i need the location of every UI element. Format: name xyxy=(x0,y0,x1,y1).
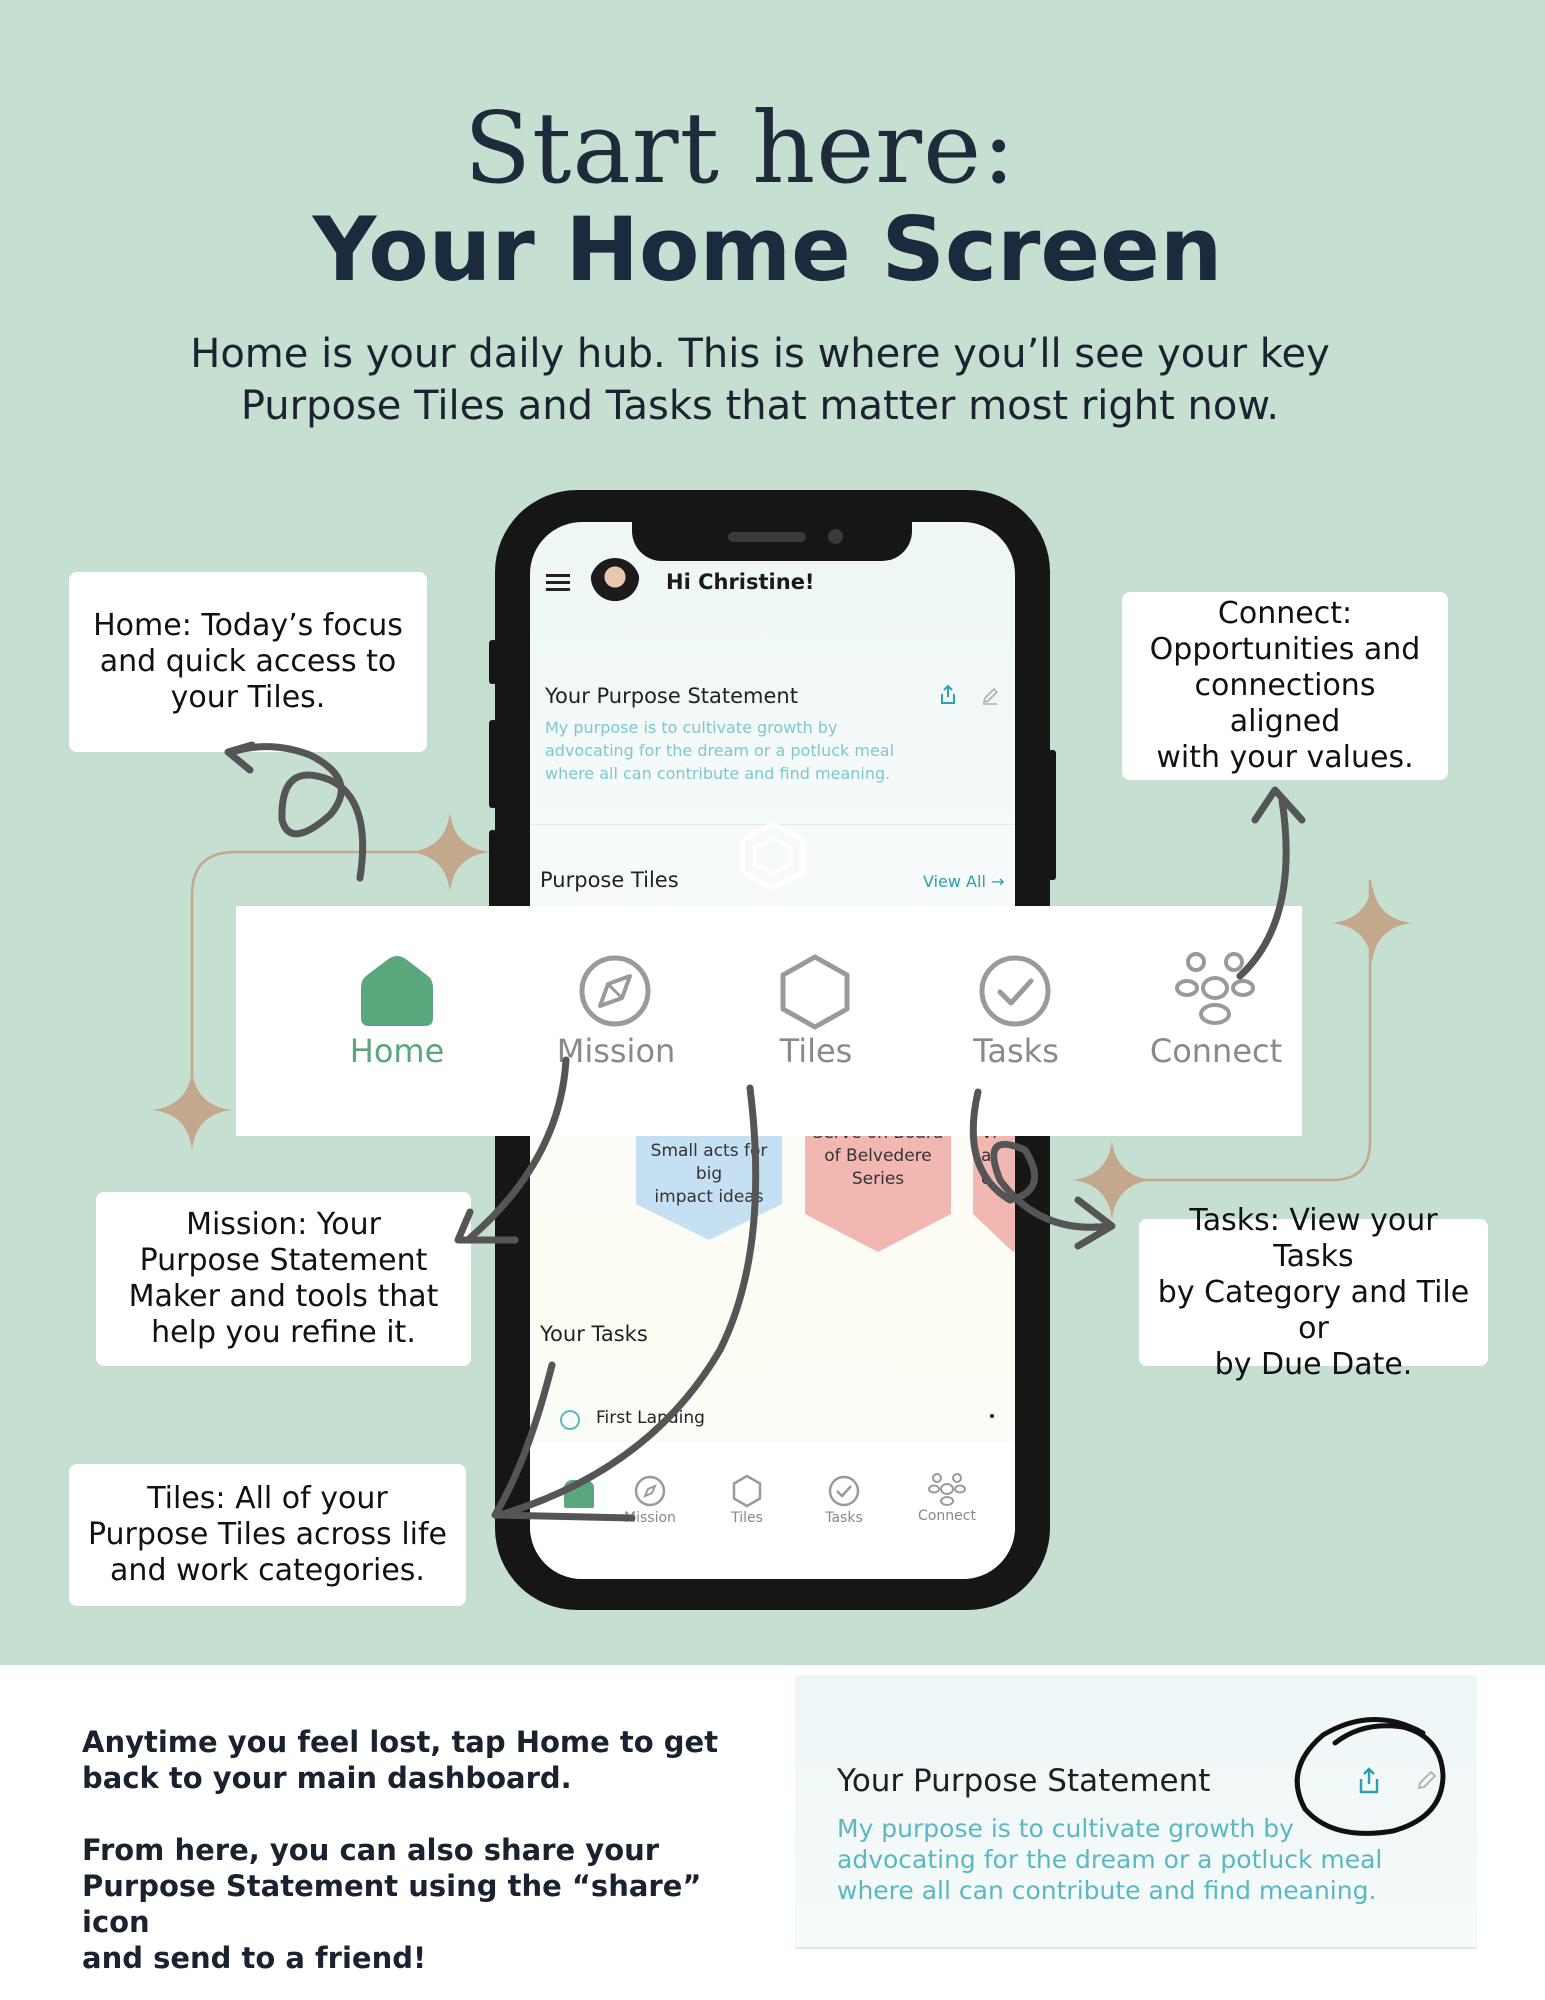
instruction-line: and send to a friend! xyxy=(82,1941,427,1975)
nav-label: Mission xyxy=(624,1510,676,1526)
card-text-line: where all can contribute and find meaning. xyxy=(837,1876,1377,1905)
callout-line: connections aligned xyxy=(1194,668,1376,739)
tile-label-line: o xyxy=(981,1169,992,1189)
callout-line: Connect: xyxy=(1217,596,1353,631)
purpose-text-line: advocating for the dream or a potluck meal xyxy=(545,741,895,760)
task-title: First Landing xyxy=(596,1408,705,1428)
nav-label: Tasks xyxy=(825,1510,863,1526)
nav-label: Mission xyxy=(556,1032,676,1070)
title-start-here: Start here: xyxy=(463,92,1017,206)
highlight-circle xyxy=(1283,1713,1453,1845)
nav-label: Tiles xyxy=(779,1032,853,1070)
purpose-text-line: where all can contribute and find meaning. xyxy=(545,764,891,783)
callout-line: Purpose Tiles across life xyxy=(87,1517,448,1552)
card-text-line: My purpose is to cultivate growth by xyxy=(837,1814,1294,1843)
callout-line: Opportunities and xyxy=(1149,632,1421,667)
instruction-line: From here, you can also share your xyxy=(82,1833,660,1867)
callout-line: by Due Date. xyxy=(1214,1346,1413,1382)
tile-label-line: Series xyxy=(851,1169,905,1189)
arrow-right-icon: → xyxy=(985,872,1005,891)
tile-label-line: Small acts for big xyxy=(650,1141,768,1184)
callout-line: Purpose Statement xyxy=(139,1243,428,1278)
tile-label-line: of Belvedere xyxy=(824,1146,932,1166)
callout-line: Maker and tools that xyxy=(128,1279,439,1314)
card-text-line: advocating for the dream or a potluck meal xyxy=(837,1845,1383,1874)
subtitle-line-1: Home is your daily hub. This is where you’ll see your key xyxy=(190,331,1330,377)
callout-line: Tasks: View your Tasks xyxy=(1189,1202,1438,1274)
purpose-tiles-label: Purpose Tiles xyxy=(540,868,679,892)
purpose-text-line: My purpose is to cultivate growth by xyxy=(545,718,838,737)
subtitle-line-2: Purpose Tiles and Tasks that matter most right now. xyxy=(240,383,1280,429)
nav-label: Home xyxy=(349,1032,445,1070)
nav-label: Tasks xyxy=(973,1032,1059,1070)
bottom-instructions xyxy=(82,1724,722,1976)
callout-line: Mission: Your xyxy=(186,1207,381,1242)
tile-label-line: impact ideas xyxy=(654,1187,764,1207)
callout-line: help you refine it. xyxy=(151,1315,416,1350)
page-title: Your Home Screen xyxy=(312,198,1223,301)
callout-line: with your values. xyxy=(1156,740,1414,775)
your-tasks-label: Your Tasks xyxy=(540,1322,648,1346)
purpose-title: Your Purpose Statement xyxy=(545,684,798,708)
instruction-line: back to your main dashboard. xyxy=(82,1761,572,1795)
callout-line: Tiles: All of your xyxy=(147,1481,388,1516)
nav-label: Tiles xyxy=(731,1510,763,1526)
callout-line: and quick access to xyxy=(99,644,397,679)
view-all-label: View All xyxy=(923,872,986,891)
callout-line: and work categories. xyxy=(110,1553,425,1588)
tile-label-line: a xyxy=(981,1146,992,1166)
nav-label: Connect xyxy=(918,1508,976,1524)
instruction-line: Purpose Statement using the “share” icon xyxy=(82,1869,702,1939)
nav-label: Connect xyxy=(1149,1032,1283,1070)
instruction-line: Anytime you feel lost, tap Home to get xyxy=(82,1725,719,1759)
callout-line: your Tiles. xyxy=(170,680,326,715)
greeting: Hi Christine! xyxy=(666,570,815,594)
purpose-statement-card xyxy=(795,1675,1477,1949)
callout-line: by Category and Tile or xyxy=(1157,1274,1470,1346)
card-title: Your Purpose Statement xyxy=(837,1763,1211,1799)
callout-line: Home: Today’s focus xyxy=(93,608,403,643)
